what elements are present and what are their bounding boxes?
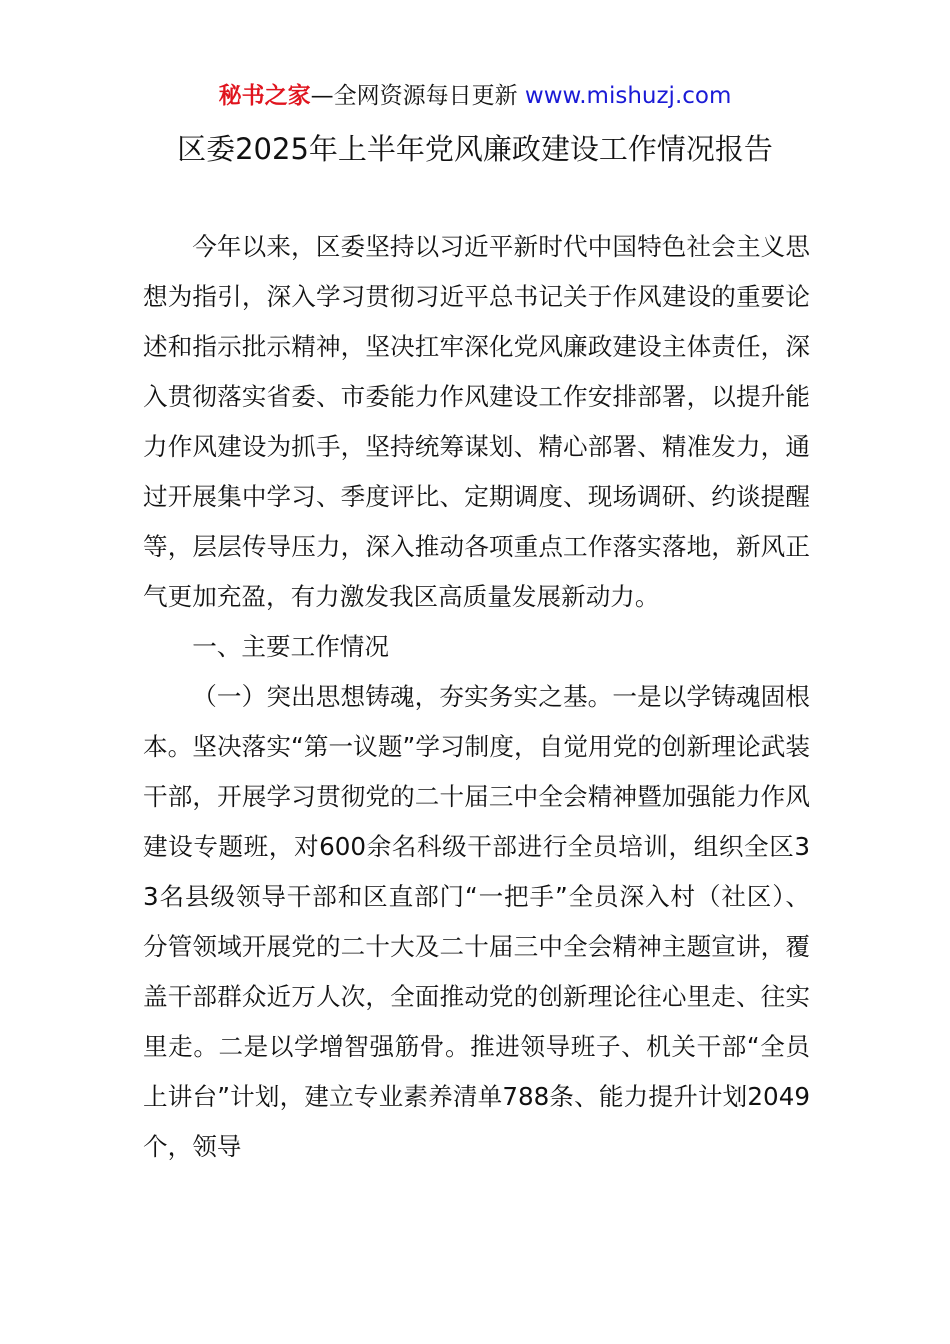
intro-paragraph: 今年以来，区委坚持以习近平新时代中国特色社会主义思想为指引，深入学习贯彻习近平总书记关于作风建设的重要论述和指示批示精神，坚决扛牢深化党风廉政建设主体责任，深入贯彻落实省委、市委能力作风建设工作安排部署，以提升能力作风建设为抓手，坚持统筹谋划、精心部署、精准发力，通过开展集中学习、季度评比、定期调度、现场调研、约谈提醒等，层层传导压力，深入推动各项重点工作落实落地，新风正气更加充盈，有力激发我区高质量发展新动力。	[143, 232, 810, 611]
section-one-paragraph: （一）突出思想铸魂，夯实务实之基。一是以学铸魂固根本。坚决落实“第一议题”学习制度，自觉用党的创新理论武装干部，开展学习贯彻党的二十届三中全会精神暨加强能力作风建设专题班，对600余名科级干部进行全员培训，组织全区33名县级领导干部和区直部门“一把手”全员深入村（社区）、分管领域开展党的二十大及二十届三中全会精神主题宣讲，覆盖干部群众近万人次，全面推动党的创新理论往心里走、往实里走。二是以学增智强筋骨。推进领导班子、机关干部“全员上讲台”计划，建立专业素养清单788条、能力提升计划2049个，领导	[143, 682, 810, 1161]
site-header	[0, 80, 950, 112]
header-tagline: —全网资源每日更新	[310, 83, 525, 109]
brand-name: 秘书之家	[218, 83, 311, 109]
section-heading: 一、主要工作情况	[192, 632, 389, 661]
site-url-link[interactable]: www.mishuzj.com	[524, 83, 732, 109]
document-title: 区委2025年上半年党风廉政建设工作情况报告	[177, 132, 773, 166]
document-body	[143, 222, 810, 1172]
